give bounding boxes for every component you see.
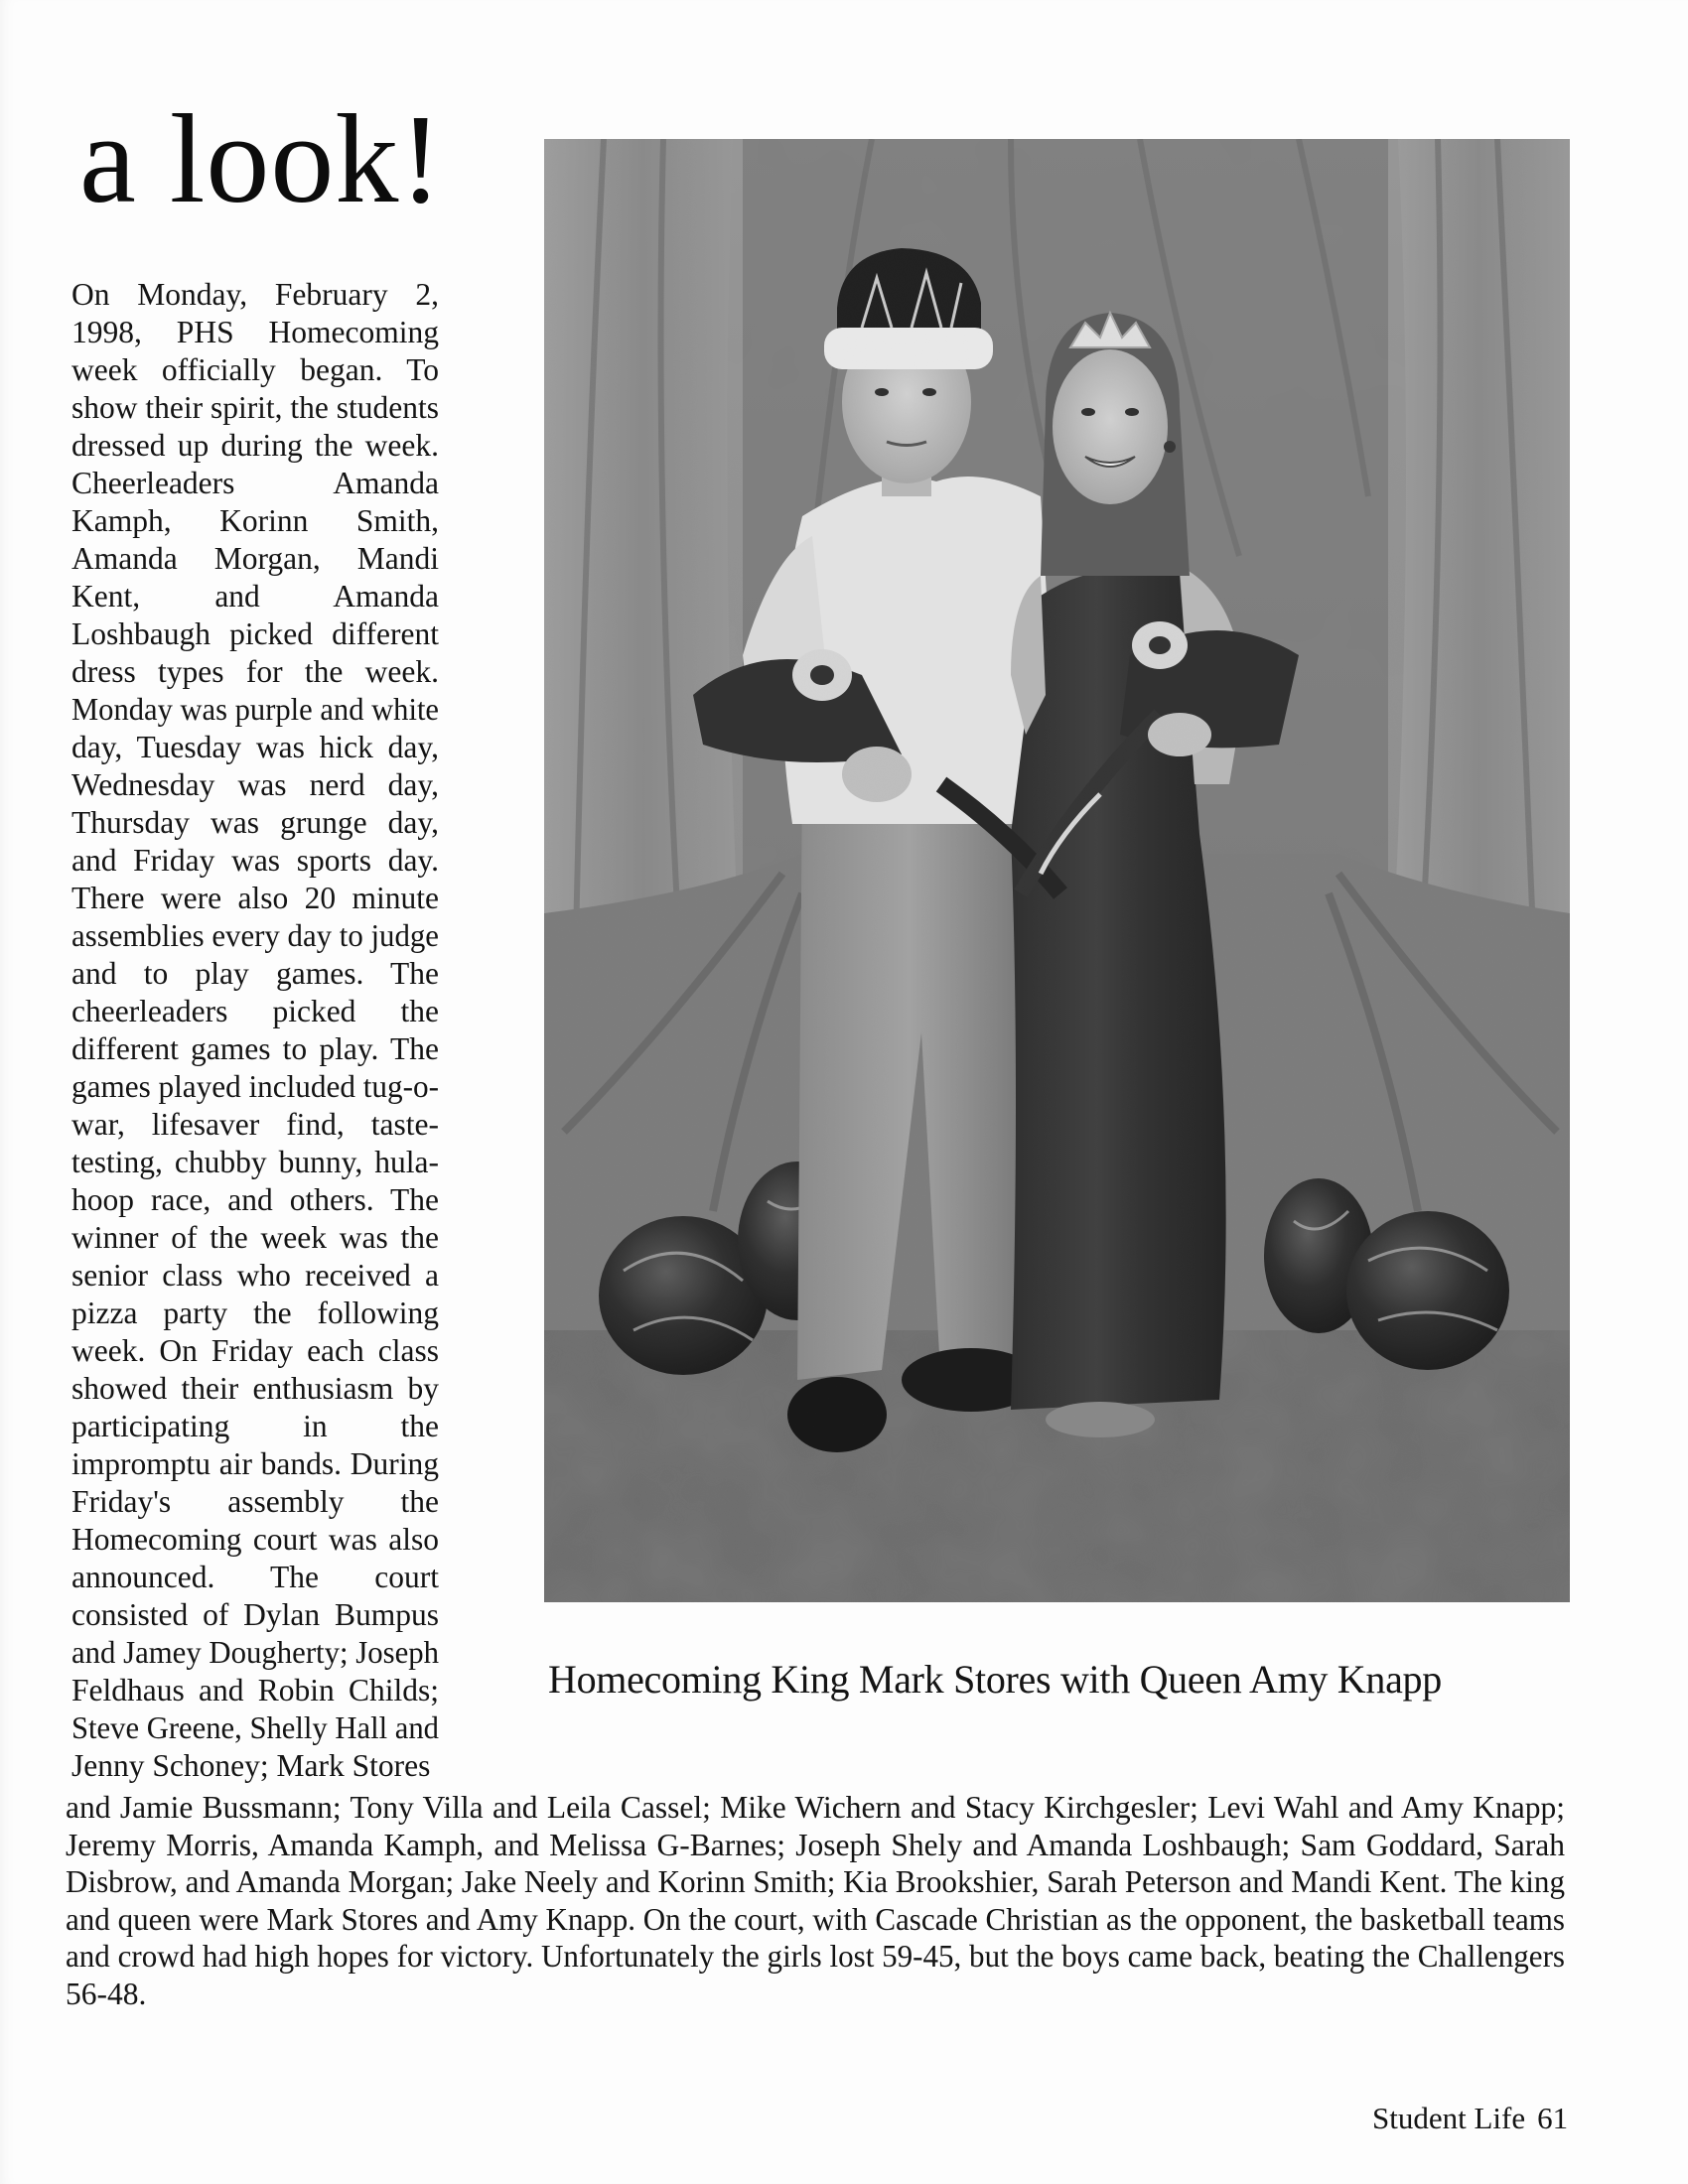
article-body-column [71,276,439,1785]
text-line: war, lifesaver find, taste- [71,1107,439,1142]
text-line: Monday was purple and white [71,692,439,727]
page-footer [1372,2103,1568,2133]
text-line: Friday's assembly the [71,1484,439,1519]
text-line: 56-48. [66,1976,147,2011]
text-line: pizza party the following [71,1296,439,1330]
text-line: Kamph, Korinn Smith, [71,503,439,538]
text-line: winner of the week was the [71,1220,439,1255]
page-number: 61 [1537,2101,1569,2135]
text-line: Amanda Morgan, Mandi [71,541,439,576]
text-line: Cheerleaders Amanda [71,466,439,500]
text-line: Jeremy Morris, Amanda Kamph, and Melissa G-Barnes; Joseph Shely and Amanda Loshbaugh; Sam Goddard, Sarah [66,1827,1565,1862]
text-line: and Jamie Bussmann; Tony Villa and Leila Cassel; Mike Wichern and Stacy Kirchgesler; Levi Wahl and Amy Knapp; [66,1790,1565,1825]
text-line: senior class who received a [71,1258,439,1293]
text-line: 1998, PHS Homecoming [71,315,439,349]
text-line: and Friday was sports day. [71,843,439,878]
text-line: Jenny Schoney; Mark Stores [71,1748,431,1783]
text-line: Kent, and Amanda [71,579,439,614]
text-line: games played included tug-o- [71,1069,439,1104]
page-title: a look! [79,88,443,229]
text-line: assemblies every day to judge [71,918,439,953]
text-line: dress types for the week. [71,654,439,689]
text-line: hoop race, and others. The [71,1182,439,1217]
text-line: Wednesday was nerd day, [71,767,439,802]
photo-caption: Homecoming King Mark Stores with Queen Amy Knapp [548,1657,1442,1702]
text-line: announced. The court [71,1560,439,1594]
text-line: testing, chubby bunny, hula- [71,1145,439,1179]
text-line: Steve Greene, Shelly Hall and [71,1710,439,1745]
text-line: There were also 20 minute [71,881,439,915]
text-line: showed their enthusiasm by [71,1371,439,1406]
text-line: On Monday, February 2, [71,277,439,312]
text-line: Disbrow, and Amanda Morgan; Jake Neely and Korinn Smith; Kia Brookshier, Sarah Peterson and Mandi Kent. The king [66,1864,1565,1900]
homecoming-photo [544,139,1570,1602]
photo-illustration [544,139,1570,1602]
text-line: and queen were Mark Stores and Amy Knapp. On the court, with Cascade Christian as the opponent, the basketball teams [66,1901,1565,1937]
text-line: week. On Friday each class [71,1333,439,1368]
text-line: and to play games. The [71,956,439,991]
text-line: consisted of Dylan Bumpus [71,1597,439,1632]
text-line: participating in the [71,1409,439,1443]
text-line: impromptu air bands. During [71,1446,439,1481]
text-line: Thursday was grunge day, [71,805,439,840]
section-name: Student Life [1372,2101,1526,2135]
text-line: Loshbaugh picked different [71,616,439,651]
text-line: cheerleaders picked the [71,994,439,1028]
article-body-full-width [66,1789,1565,2013]
text-line: Feldhaus and Robin Childs; [71,1673,439,1707]
text-line: dressed up during the week. [71,428,439,463]
text-line: and Jamey Dougherty; Joseph [71,1635,439,1670]
text-line: and crowd had high hopes for victory. Unfortunately the girls lost 59-45, but the boys came back, beating the Challengers [66,1939,1565,1975]
text-line: day, Tuesday was hick day, [71,730,439,764]
text-line: show their spirit, the students [71,390,439,425]
text-line: different games to play. The [71,1031,439,1066]
text-line: Homecoming court was also [71,1522,439,1557]
text-line: week officially began. To [71,352,439,387]
